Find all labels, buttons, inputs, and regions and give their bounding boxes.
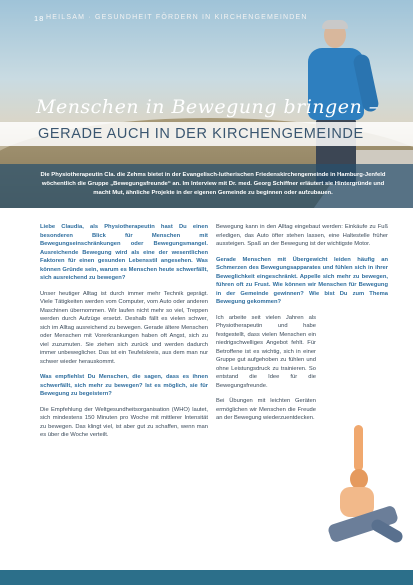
text-column-left [40, 223, 208, 568]
question-paragraph: Liebe Claudia, als Physiotherapeutin hast Du einen besonderen Blick für Menschen mit Bewegungseinschränkungen oder Bewegungsmangel. Ausreichende Bewegung wird als eine der wesentlichen Faktoren für einen gesunden Lebensstil angesehen. Was können Gründe sein, warum es Menschen heute schwerfällt, sich ausreichend zu bewegen? [40, 224, 208, 281]
question-paragraph: Gerade Menschen mit Übergewicht leiden häufig an Schmerzen des Bewegungsapparates und fühlen sich in ihrer Beweglichkeit eingeschränkt. Appelle sich mehr zu bewegen, führen oft zu Frust. Wie können wir Menschen für Bewegung in der Gemeinde gewinnen? Wie bist Du zum Thema Bewegung gekommen? [216, 256, 388, 305]
script-headline: Menschen in Bewegung bringen – [36, 96, 379, 118]
page-number: 18 [34, 14, 45, 23]
section-kicker: HEILSAM · GESUNDHEIT FÖRDERN IN KIRCHENGEMEINDEN [46, 14, 308, 21]
answer-paragraph: Ich arbeite seit vielen Jahren als Physiotherapeutin und habe festgestellt, dass vielen Menschen ein niedrigschwelliges Angebot fehlt. Für Betroffene ist es wichtig, sich in einer Gruppe gut aufgehoben zu fühlen und ohne Leistungsdruck zu trainieren. So entstand die Idee für die Bewegungsfreunde. [216, 314, 316, 389]
answer-paragraph: Die Empfehlung der Weltgesundheitsorganisation (WHO) lautet, sich mindestens 150 Minuten pro Woche mit mittlerer Intensität zu bewegen. Das klingt viel, ist aber gut zu schaffen, wenn man es über die Woche verteilt. [40, 406, 208, 438]
figure-head [350, 469, 368, 489]
yoga-figure-illustration [318, 425, 408, 565]
answer-paragraph: Unser heutiger Alltag ist durch immer mehr Technik geprägt. Viele Tätigkeiten werden vom Computer, vom Auto oder anderen Maschinen übernommen. Wir laufen nicht mehr so viel, Treppen werden durch Aufzüge ersetzt. Deshalb fällt es vielen schwer, sich im Alltag ausreichend zu bewegen. Gerade ältere Menschen oder Menschen mit Vorerkrankungen haben oft Angst, sich zu viel zuzumuten. Sie ziehen sich zurück und werden dadurch immer unbeweglicher. Das ist ein Teufelskreis, aus dem man nur schwer wieder herauskommt. [40, 290, 208, 365]
intro-box [0, 164, 413, 208]
hero-image [0, 0, 413, 208]
running-header [0, 14, 413, 26]
intro-text: Die Physiotherapeutin Cla. die Zehms bietet in der Evangelisch-lutherischen Friedenskirchengemeinde in Hamburg-Jenfeld wöchentlich die Gruppe „Bewegungsfreunde“ an. Im Interview mit Dr. med. Georg Schiffner erläutert sie Hintergründe und macht Mut, ähnliche Projekte in der eigenen Gemeinde zu beginnen oder aufzubauen. [40, 172, 386, 196]
figure-arm [354, 425, 363, 471]
answer-paragraph: Bewegung kann in den Alltag eingebaut werden: Einkäufe zu Fuß erledigen, das Auto öfter stehen lassen, eine Haltestelle früher aussteigen. Spaß an der Bewegung ist der wichtigste Motor. [216, 224, 388, 247]
footer-band [0, 570, 413, 585]
article-title: GERADE AUCH IN DER KIRCHENGEMEINDE [38, 126, 364, 142]
answer-paragraph: Bei Übungen mit leichten Geräten ermöglichen wir Menschen die Freude an der Bewegung wiederzuentdecken. [216, 398, 316, 421]
question-paragraph: Was empfiehlst Du Menschen, die sagen, dass es ihnen schwerfällt, sich mehr zu bewegen? Ist es möglich, sie für Bewegung zu begeistern? [40, 374, 208, 397]
